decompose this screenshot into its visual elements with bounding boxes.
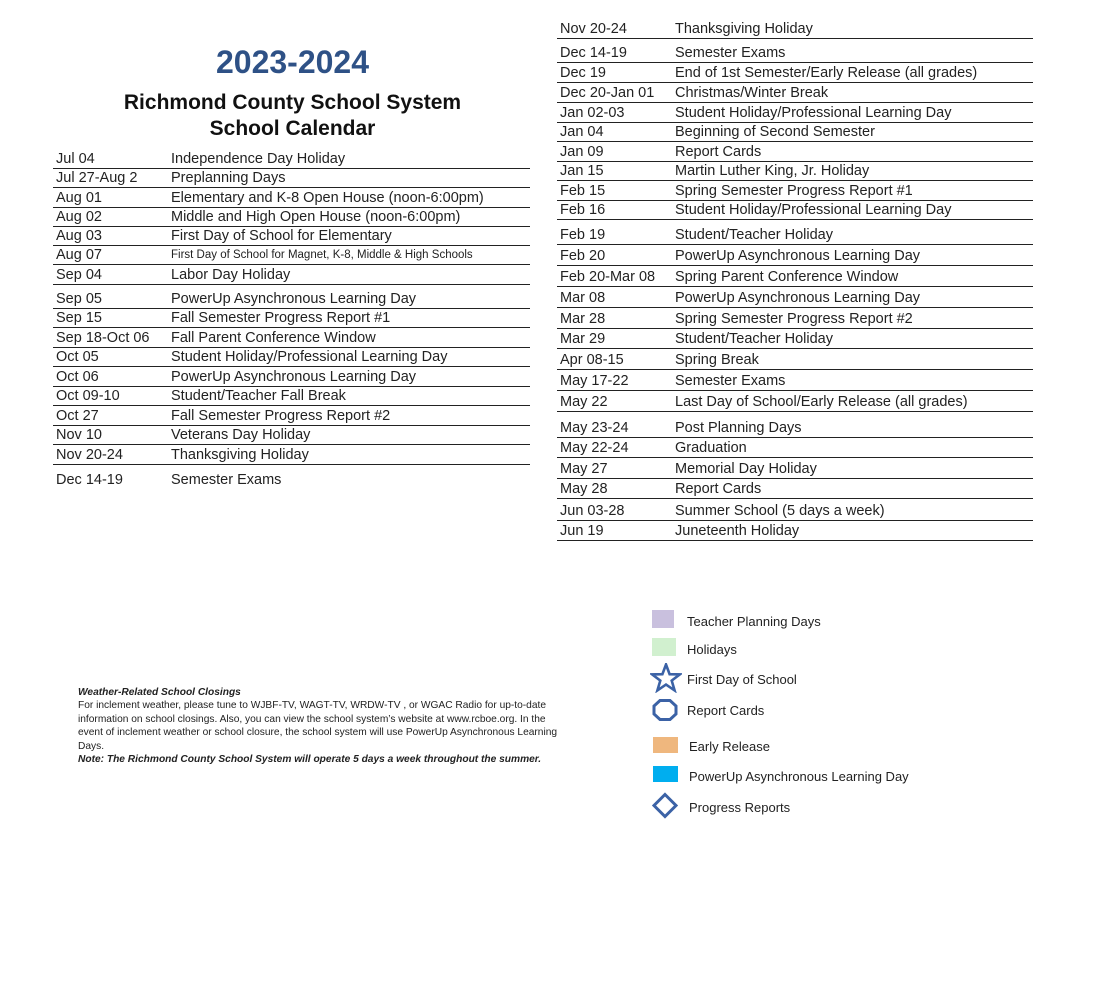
event-row: [557, 287, 1033, 308]
event-description: PowerUp Asynchronous Learning Day: [171, 369, 417, 385]
event-description: Thanksgiving Holiday: [171, 447, 309, 463]
event-row: [53, 208, 530, 227]
event-description: Semester Exams: [675, 373, 786, 389]
legend-label: First Day of School: [687, 671, 797, 687]
event-description: Graduation: [675, 440, 747, 456]
event-description: PowerUp Asynchronous Learning Day: [675, 290, 921, 306]
event-description: Thanksgiving Holiday: [675, 21, 813, 37]
event-date: Mar 28: [560, 311, 606, 327]
event-row: [53, 406, 530, 426]
event-date: Jan 15: [560, 163, 604, 179]
octagon-icon: [650, 697, 682, 723]
event-date: Jun 03-28: [560, 503, 625, 519]
legend-item-powerup: [650, 763, 970, 789]
event-row: [557, 83, 1033, 103]
event-description: Fall Parent Conference Window: [171, 330, 376, 346]
event-date: Sep 18-Oct 06: [56, 330, 150, 346]
event-date: Sep 04: [56, 267, 102, 283]
event-date: Sep 05: [56, 291, 102, 307]
event-description: Student/Teacher Holiday: [675, 227, 833, 243]
event-description: Labor Day Holiday: [171, 267, 291, 283]
event-description: End of 1st Semester/Early Release (all grades): [675, 65, 978, 81]
event-date: Aug 03: [56, 228, 102, 244]
event-description: Spring Parent Conference Window: [675, 269, 899, 285]
event-description: PowerUp Asynchronous Learning Day: [171, 291, 417, 307]
event-description: Veterans Day Holiday: [171, 427, 311, 443]
event-description: Post Planning Days: [675, 420, 802, 436]
event-date: Nov 10: [56, 427, 102, 443]
event-date: Mar 29: [560, 331, 606, 347]
event-date: Dec 14-19: [56, 472, 123, 488]
legend-label: PowerUp Asynchronous Learning Day: [689, 768, 909, 784]
event-date: Oct 09-10: [56, 388, 120, 404]
event-date: Dec 14-19: [560, 45, 627, 61]
event-row: [557, 266, 1033, 287]
event-row: [557, 63, 1033, 83]
event-description: First Day of School for Magnet, K-8, Middle & High Schools: [171, 249, 473, 261]
event-row: [557, 17, 1033, 39]
event-row: [557, 39, 1033, 63]
teacher-planning-swatch-icon: [652, 610, 674, 628]
event-row: [557, 245, 1033, 266]
event-row: [53, 285, 530, 309]
diamond-icon: [650, 792, 682, 820]
event-description: Summer School (5 days a week): [675, 503, 885, 519]
event-description: Independence Day Holiday: [171, 151, 346, 167]
weather-title: Weather-Related School Closings: [78, 687, 241, 698]
event-description: Preplanning Days: [171, 170, 286, 186]
event-date: Aug 07: [56, 247, 102, 263]
event-description: Juneteenth Holiday: [675, 523, 800, 539]
event-date: May 23-24: [560, 420, 629, 436]
event-description: Report Cards: [675, 144, 762, 160]
event-date: Jun 19: [560, 523, 604, 539]
event-description: Semester Exams: [171, 472, 282, 488]
event-row: [53, 309, 530, 328]
event-date: May 27: [560, 461, 608, 477]
event-row: [557, 370, 1033, 391]
event-date: Oct 27: [56, 408, 99, 424]
event-date: Nov 20-24: [56, 447, 123, 463]
event-row: [53, 328, 530, 348]
event-description: Report Cards: [675, 481, 762, 497]
legend-label: Teacher Planning Days: [687, 613, 821, 629]
event-date: Aug 02: [56, 209, 102, 225]
event-description: Memorial Day Holiday: [675, 461, 817, 477]
event-description: Student/Teacher Holiday: [675, 331, 833, 347]
event-description: Last Day of School/Early Release (all grades): [675, 394, 968, 410]
event-row: [557, 479, 1033, 499]
event-row: [557, 142, 1033, 162]
event-row: [557, 458, 1033, 479]
legend-item-first-day: [650, 666, 970, 692]
event-description: Student Holiday/Professional Learning Day: [675, 105, 952, 121]
event-description: Spring Break: [675, 352, 759, 368]
event-date: Jul 04: [56, 151, 95, 167]
event-row: [557, 349, 1033, 370]
event-date: Jan 02-03: [560, 105, 625, 121]
event-date: Feb 20-Mar 08: [560, 269, 656, 285]
legend-item-report-cards: [650, 697, 970, 723]
event-date: Feb 15: [560, 183, 606, 199]
event-row: [557, 162, 1033, 181]
event-date: May 28: [560, 481, 608, 497]
event-date: May 22: [560, 394, 608, 410]
event-row: [557, 499, 1033, 521]
event-date: Dec 20-Jan 01: [560, 85, 655, 101]
events-table-right: [557, 17, 1033, 541]
event-description: Student/Teacher Fall Break: [171, 388, 346, 404]
event-description: Student Holiday/Professional Learning Day: [675, 202, 952, 218]
event-row: [53, 387, 530, 406]
events-table-left: [53, 147, 530, 489]
event-date: Oct 06: [56, 369, 99, 385]
event-description: Fall Semester Progress Report #1: [171, 310, 391, 326]
legend-item-teacher-planning: [650, 608, 970, 634]
event-row: [53, 246, 530, 265]
event-date: Jul 27-Aug 2: [56, 170, 138, 186]
event-date: Feb 20: [560, 248, 606, 264]
event-date: Dec 19: [560, 65, 606, 81]
event-description: Martin Luther King, Jr. Holiday: [675, 163, 870, 179]
event-date: Feb 16: [560, 202, 606, 218]
legend-label: Early Release: [689, 738, 770, 754]
event-description: Beginning of Second Semester: [675, 124, 875, 140]
event-description: Elementary and K-8 Open House (noon-6:00pm): [171, 190, 484, 206]
event-date: Oct 05: [56, 349, 99, 365]
event-description: Student Holiday/Professional Learning Day: [171, 349, 448, 365]
event-row: [53, 367, 530, 387]
event-row: [53, 465, 530, 489]
event-row: [53, 426, 530, 445]
event-row: [557, 329, 1033, 349]
event-date: May 17-22: [560, 373, 629, 389]
event-description: Spring Semester Progress Report #2: [675, 311, 913, 327]
event-date: Sep 15: [56, 310, 102, 326]
event-row: [557, 438, 1033, 458]
early-release-swatch-icon: [653, 737, 678, 753]
event-description: Spring Semester Progress Report #1: [675, 183, 913, 199]
legend-label: Holidays: [687, 641, 737, 657]
page-title: [55, 90, 530, 142]
event-row: [557, 308, 1033, 329]
legend-item-holidays: [650, 636, 970, 662]
star-icon: [650, 663, 682, 693]
event-date: Jan 04: [560, 124, 604, 140]
event-date: Aug 01: [56, 190, 102, 206]
event-row: [53, 445, 530, 465]
legend-item-early-release: [650, 733, 970, 759]
event-row: [53, 147, 530, 169]
event-date: Jan 09: [560, 144, 604, 160]
event-date: Feb 19: [560, 227, 606, 243]
event-date: Nov 20-24: [560, 21, 627, 37]
title-line-2: School Calendar: [209, 117, 376, 140]
event-row: [557, 521, 1033, 541]
event-description: First Day of School for Elementary: [171, 228, 392, 244]
event-description: Middle and High Open House (noon-6:00pm): [171, 209, 461, 225]
weather-body: For inclement weather, please tune to WJBF-TV, WAGT-TV, WRDW-TV , or WGAC Radio for up-to-date information on school closings. Also, you can view the school system’s website at www.rcboe.org. In the event of inclement weather or school closure, the school system will use PowerUp Asynchronous Learning Days.: [78, 700, 558, 752]
event-row: [557, 181, 1033, 201]
title-line-1: Richmond County School System: [123, 91, 462, 114]
event-row: [53, 227, 530, 246]
event-row: [53, 348, 530, 367]
event-row: [53, 169, 530, 188]
event-row: [557, 391, 1033, 412]
event-date: Mar 08: [560, 290, 606, 306]
event-row: [557, 220, 1033, 245]
event-date: Apr 08-15: [560, 352, 624, 368]
event-description: PowerUp Asynchronous Learning Day: [675, 248, 921, 264]
summer-note: Note: The Richmond County School System will operate 5 days a week throughout the summer.: [78, 754, 542, 766]
event-row: [53, 265, 530, 285]
event-description: Fall Semester Progress Report #2: [171, 408, 391, 424]
weather-closings-notice: [78, 686, 573, 766]
event-date: May 22-24: [560, 440, 629, 456]
legend-item-progress-reports: [650, 794, 970, 820]
event-description: Christmas/Winter Break: [675, 85, 829, 101]
legend-label: Report Cards: [687, 702, 765, 718]
calendar-year: 2023-2024: [215, 44, 370, 80]
event-description: Semester Exams: [675, 45, 786, 61]
event-row: [557, 123, 1033, 142]
powerup-swatch-icon: [653, 766, 678, 782]
event-row: [53, 188, 530, 208]
event-row: [557, 201, 1033, 220]
event-row: [557, 412, 1033, 438]
event-row: [557, 103, 1033, 123]
legend-label: Progress Reports: [689, 799, 791, 815]
holidays-swatch-icon: [652, 638, 676, 656]
